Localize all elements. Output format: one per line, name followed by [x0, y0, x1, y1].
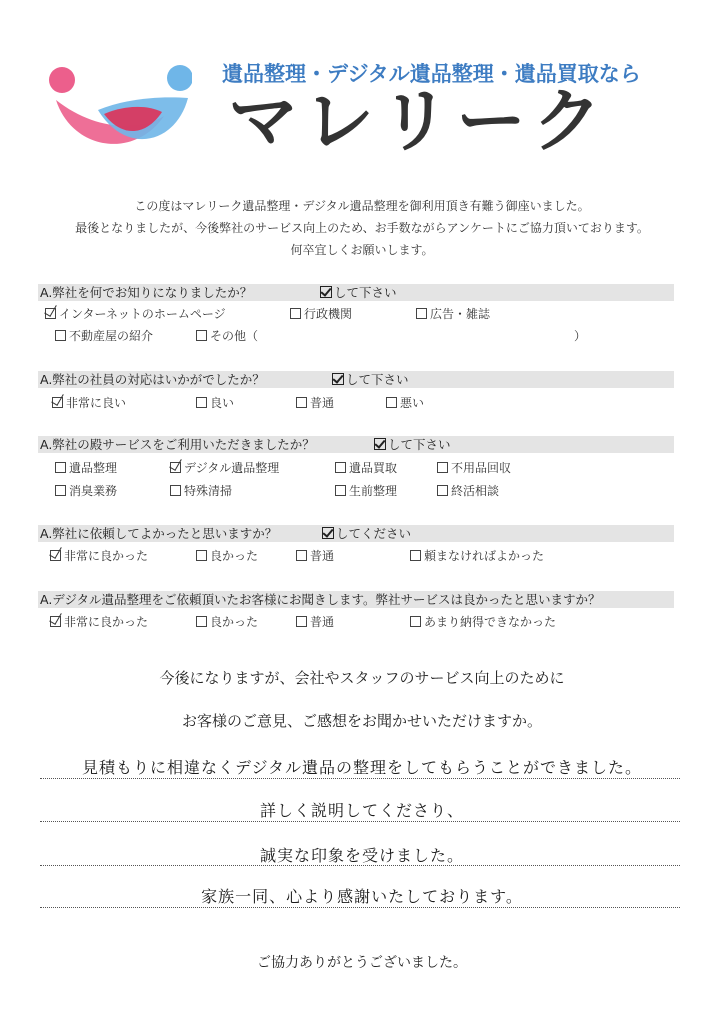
option-advertising[interactable]: 広告・雑誌: [416, 306, 490, 322]
option-end-of-life-consult[interactable]: 終活相談: [437, 483, 499, 499]
option-digital-normal[interactable]: 普通: [296, 614, 334, 630]
option-digital-unsatisfied[interactable]: あまり納得できなかった: [410, 614, 556, 630]
option-pre-death-cleanup[interactable]: 生前整理: [335, 483, 397, 499]
option-bad[interactable]: 悪い: [386, 395, 424, 411]
checkbox-icon[interactable]: [437, 462, 448, 473]
checkbox-checked-icon[interactable]: [52, 397, 63, 408]
thanks-text: ご協力ありがとうございました。: [257, 955, 467, 971]
company-logo: [42, 58, 192, 158]
option-estate-cleanup[interactable]: 遺品整理: [55, 460, 117, 476]
question-4-note: してください: [322, 525, 411, 542]
comment-rule-1: [40, 778, 680, 779]
question-2-text: A.弊社の社員の対応はいかがでしたか？: [40, 372, 265, 387]
intro-line-1: この度はマレリーク遺品整理・デジタル遺品整理を御利用頂き有難う御座いました。: [134, 199, 590, 213]
question-3-note: して下さい: [374, 436, 451, 453]
brand-name: マレリーク: [228, 80, 608, 162]
intro-line-2: 最後となりましたが、今後弊社のサービス向上のため、お手数ながらアンケートにご協力頂いております。: [75, 221, 649, 235]
checkbox-icon[interactable]: [410, 550, 421, 561]
option-normal[interactable]: 普通: [296, 395, 334, 411]
option-digital-estate-cleanup[interactable]: デジタル遺品整理: [170, 460, 279, 476]
checkbox-icon[interactable]: [335, 485, 346, 496]
question-1-text: A.弊社を何でお知りになりましたか？: [40, 285, 253, 300]
comment-line-4: 家族一同、心より感謝いたしております。: [201, 887, 523, 906]
question-4-text: A.弊社に依頼してよかったと思いますか？: [40, 526, 278, 541]
checkbox-icon[interactable]: [410, 616, 421, 627]
checkbox-icon[interactable]: [170, 485, 181, 496]
option-other-close: ）: [574, 329, 587, 343]
checkbox-icon[interactable]: [196, 397, 207, 408]
checkbox-checked-icon[interactable]: [50, 616, 61, 627]
closing-line-1: 今後になりますが、会社やスタッフのサービス向上のために: [159, 669, 565, 687]
option-good[interactable]: 良い: [196, 395, 234, 411]
comment-rule-3: [40, 865, 680, 866]
checkbox-icon[interactable]: [290, 308, 301, 319]
option-digital-good[interactable]: 良かった: [196, 614, 258, 630]
option-other[interactable]: その他（: [196, 328, 258, 344]
checkmark-icon: [332, 373, 344, 385]
checkbox-icon[interactable]: [196, 550, 207, 561]
checkmark-icon: [374, 438, 386, 450]
option-government[interactable]: 行政機関: [290, 306, 352, 322]
question-1-note: して下さい: [320, 284, 397, 301]
question-2-note: して下さい: [332, 371, 409, 388]
option-digital-very-good[interactable]: 非常に良かった: [50, 614, 148, 630]
checkmark-icon: [322, 527, 334, 539]
option-neutral[interactable]: 普通: [296, 548, 334, 564]
option-estate-purchase[interactable]: 遺品買取: [335, 460, 397, 476]
option-real-estate[interactable]: 不動産屋の紹介: [55, 328, 153, 344]
checkbox-checked-icon[interactable]: [45, 308, 56, 319]
checkbox-icon[interactable]: [296, 616, 307, 627]
checkbox-icon[interactable]: [335, 462, 346, 473]
comment-rule-2: [40, 821, 680, 822]
checkbox-checked-icon[interactable]: [50, 550, 61, 561]
checkbox-icon[interactable]: [386, 397, 397, 408]
logo-pink-dot: [49, 67, 75, 93]
intro-line-3: 何卒宜しくお願いします。: [290, 243, 434, 257]
checkbox-icon[interactable]: [196, 616, 207, 627]
checkbox-icon[interactable]: [55, 462, 66, 473]
option-internet[interactable]: インターネットのホームページ: [45, 306, 226, 322]
checkbox-icon[interactable]: [55, 485, 66, 496]
comment-line-2: 詳しく説明してくださり、: [259, 801, 464, 820]
checkbox-icon[interactable]: [196, 330, 207, 341]
comment-line-3: 誠実な印象を受けました。: [259, 846, 464, 865]
checkbox-icon[interactable]: [55, 330, 66, 341]
checkbox-icon[interactable]: [296, 550, 307, 561]
comment-line-1: 見積もりに相違なくデジタル遺品の整理をしてもらうことができました。: [81, 758, 643, 777]
checkbox-icon[interactable]: [296, 397, 307, 408]
closing-line-2: お客様のご意見、ご感想をお聞かせいただけますか。: [181, 712, 542, 730]
option-deodorizing[interactable]: 消臭業務: [55, 483, 117, 499]
checkbox-icon[interactable]: [437, 485, 448, 496]
option-very-satisfied[interactable]: 非常に良かった: [50, 548, 148, 564]
option-junk-collection[interactable]: 不用品回収: [437, 460, 511, 476]
comment-rule-4: [40, 907, 680, 908]
checkbox-icon[interactable]: [416, 308, 427, 319]
option-very-good[interactable]: 非常に良い: [52, 395, 126, 411]
option-special-cleaning[interactable]: 特殊清掃: [170, 483, 232, 499]
tagline: 遺品整理・デジタル遺品整理・遺品買取なら: [222, 62, 641, 86]
option-regret[interactable]: 頼まなければよかった: [410, 548, 544, 564]
question-5-text: A.デジタル遺品整理をご依頼頂いたお客様にお聞きします。弊社サービスは良かったと思いますか？: [40, 592, 601, 607]
checkbox-checked-icon[interactable]: [170, 462, 181, 473]
option-satisfied[interactable]: 良かった: [196, 548, 258, 564]
question-3-text: A.弊社の殿サービスをご利用いただきましたか？: [40, 437, 315, 452]
checkmark-icon: [320, 286, 332, 298]
logo-blue-dot: [167, 65, 192, 91]
